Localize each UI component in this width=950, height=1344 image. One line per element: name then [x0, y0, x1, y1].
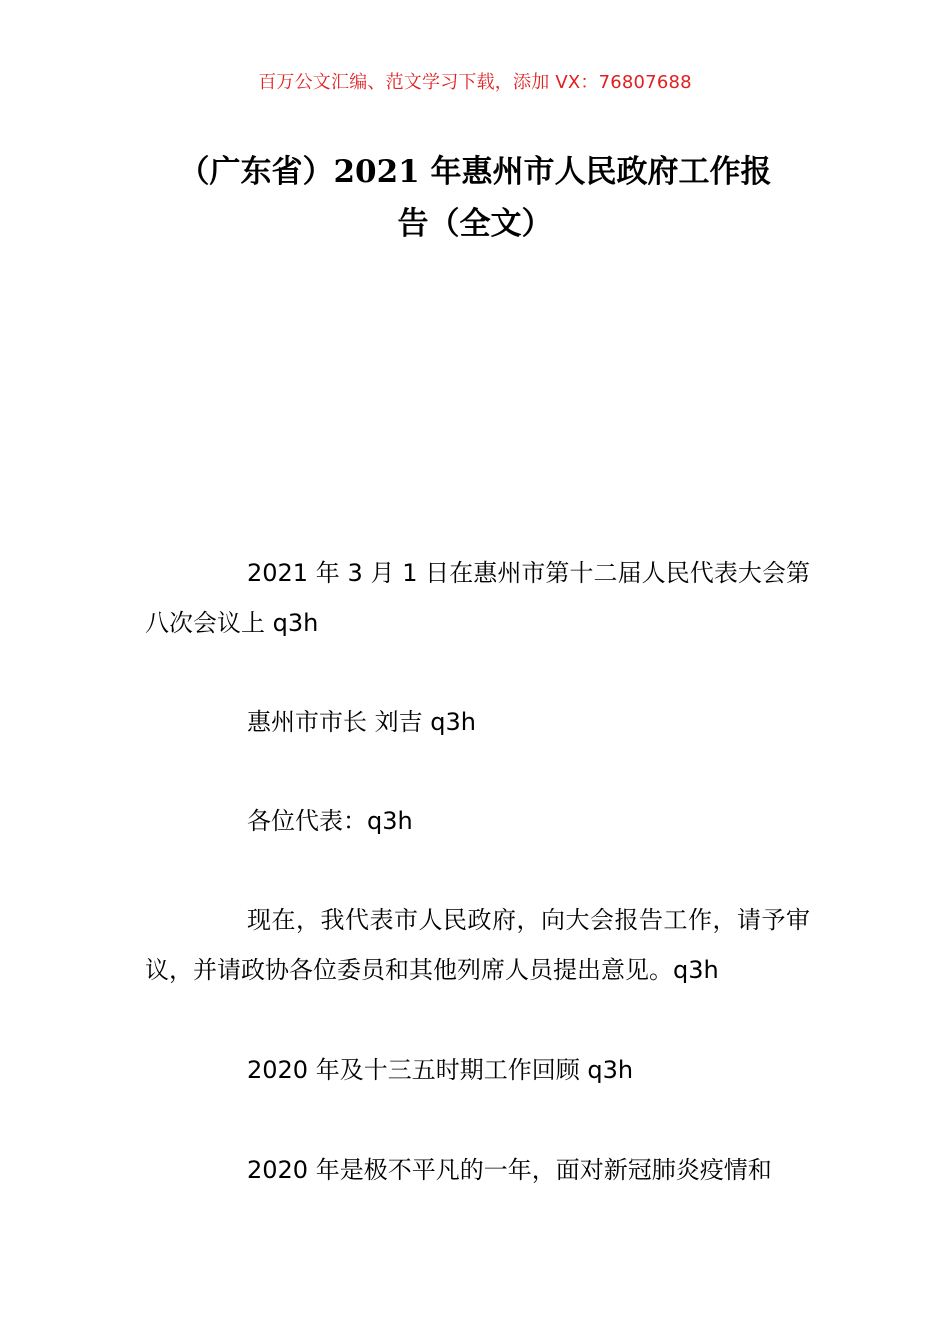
paragraph-speaker: 惠州市市长 刘吉 q3h	[247, 708, 476, 736]
header-banner: 百万公文汇编、范文学习下载，添加 VX：76807688	[258, 72, 692, 93]
paragraph-meeting-info: 2021 年 3 月 1 日在惠州市第十二届人民代表大会第八次会议上 q3h	[145, 559, 810, 637]
title-line-1: （广东省）2021 年惠州市人民政府工作报	[178, 154, 772, 190]
title-line-2: 告（全文）	[397, 206, 553, 242]
paragraph-2020-summary: 2020 年是极不平凡的一年，面对新冠肺炎疫情和	[247, 1156, 772, 1184]
section-heading-review: 2020 年及十三五时期工作回顾 q3h	[247, 1056, 634, 1084]
document-title	[140, 146, 810, 250]
paragraph-salutation: 各位代表：q3h	[247, 807, 413, 835]
paragraph-opening: 现在，我代表市人民政府，向大会报告工作，请予审议，并请政协各位委员和其他列席人员提出意见。q3h	[145, 906, 810, 984]
